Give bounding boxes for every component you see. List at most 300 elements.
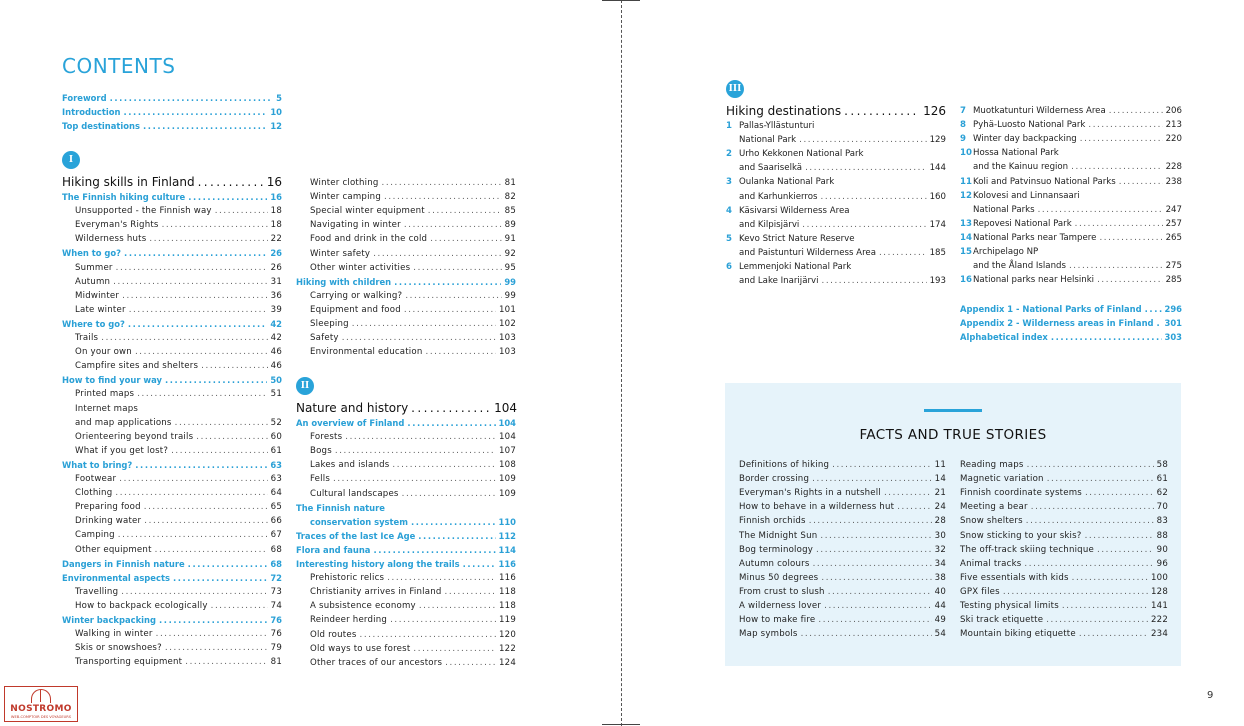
toc-entry-page: 74 bbox=[270, 600, 282, 611]
destination-entry[interactable] bbox=[973, 132, 1182, 146]
toc-item[interactable] bbox=[75, 641, 282, 655]
toc-section[interactable] bbox=[62, 458, 282, 472]
leader-dots bbox=[1071, 160, 1162, 174]
toc-item[interactable] bbox=[310, 317, 516, 331]
toc-entry-label: What to bring? bbox=[62, 459, 133, 470]
leader-dots bbox=[879, 246, 927, 260]
toc-item[interactable] bbox=[75, 486, 282, 500]
toc-entry-page: 213 bbox=[1165, 120, 1182, 131]
leader-dots bbox=[832, 458, 932, 472]
fact-entry[interactable] bbox=[739, 613, 946, 627]
toc-entry-label: Traces of the last Ice Age bbox=[296, 530, 416, 541]
leader-dots bbox=[373, 543, 495, 557]
book-gutter bbox=[620, 0, 624, 726]
toc-item[interactable] bbox=[75, 204, 282, 218]
destination-entry[interactable] bbox=[739, 161, 946, 175]
toc-item[interactable] bbox=[75, 303, 282, 317]
toc-entry-page: 185 bbox=[929, 247, 946, 258]
toc-item[interactable] bbox=[310, 444, 516, 458]
leader-dots bbox=[1027, 458, 1154, 472]
toc-item[interactable] bbox=[75, 528, 282, 542]
leader-dots bbox=[173, 571, 267, 585]
toc-entry-page: 70 bbox=[1156, 502, 1168, 513]
leader-dots bbox=[392, 458, 496, 472]
leader-dots bbox=[1038, 203, 1163, 217]
leader-dots bbox=[805, 161, 927, 175]
leader-dots bbox=[821, 571, 931, 585]
toc-entry-label: Meeting a bear bbox=[960, 502, 1028, 513]
toc-section[interactable] bbox=[296, 557, 516, 571]
toc-entry-page: 257 bbox=[1165, 218, 1182, 229]
toc-entry-page: 92 bbox=[504, 248, 516, 259]
leader-dots bbox=[113, 275, 267, 289]
destination-name[interactable]: Oulanka National Park bbox=[739, 177, 835, 188]
fact-entry[interactable] bbox=[960, 557, 1168, 571]
toc-entry-page: 119 bbox=[498, 615, 516, 626]
toc-entry-page: 220 bbox=[1165, 134, 1182, 145]
toc-item[interactable] bbox=[310, 571, 516, 585]
facts-title: FACTS AND TRUE STORIES bbox=[859, 427, 1047, 443]
leader-dots bbox=[387, 571, 496, 585]
destination-number: 5 bbox=[726, 233, 732, 244]
toc-entry-label: GPX files bbox=[960, 586, 1000, 597]
toc-entry-label: Finnish orchids bbox=[739, 516, 806, 527]
leader-dots bbox=[1046, 613, 1148, 627]
toc-entry-label: The Finnish nature bbox=[296, 502, 385, 513]
leader-dots bbox=[188, 190, 267, 204]
part-numeral-badge: III bbox=[726, 80, 744, 98]
toc-entry-label: Animal tracks bbox=[960, 558, 1022, 569]
toc-entry-label: Preparing food bbox=[75, 502, 141, 513]
leader-dots bbox=[128, 317, 267, 331]
leader-dots bbox=[384, 190, 502, 204]
toc-item[interactable] bbox=[310, 331, 516, 345]
leader-dots bbox=[1097, 273, 1163, 287]
toc-entry-page: 110 bbox=[498, 516, 516, 527]
appendix-entry[interactable] bbox=[960, 330, 1182, 344]
toc-item[interactable] bbox=[75, 599, 282, 613]
toc-entry-label: How to find your way bbox=[62, 375, 162, 386]
leader-dots bbox=[813, 557, 932, 571]
destination-entry[interactable] bbox=[973, 160, 1182, 174]
toc-entry-label: National Parks near Tampere bbox=[973, 232, 1097, 243]
leader-dots bbox=[390, 613, 496, 627]
toc-section[interactable] bbox=[296, 529, 516, 543]
fact-entry[interactable] bbox=[960, 627, 1168, 641]
toc-entry-label: Ski track etiquette bbox=[960, 615, 1044, 626]
toc-entry-label: Environmental aspects bbox=[62, 572, 170, 583]
leader-dots bbox=[821, 274, 926, 288]
toc-entry-label: Hiking with children bbox=[296, 276, 392, 287]
fact-entry[interactable] bbox=[739, 458, 946, 472]
toc-item[interactable] bbox=[310, 599, 516, 613]
toc-entry-page: 96 bbox=[1156, 558, 1168, 569]
toc-item[interactable] bbox=[75, 218, 282, 232]
toc-entry-page: 88 bbox=[1156, 530, 1168, 541]
toc-item[interactable] bbox=[310, 472, 516, 486]
destination-name[interactable]: Urho Kekkonen National Park bbox=[739, 149, 864, 160]
toc-entry-label: The Midnight Sun bbox=[739, 530, 818, 541]
toc-entry-label: National Park bbox=[739, 135, 797, 146]
toc-entry-page: 65 bbox=[270, 502, 282, 513]
leader-dots bbox=[407, 416, 495, 430]
toc-section[interactable] bbox=[62, 246, 282, 260]
leader-dots bbox=[156, 627, 268, 641]
toc-entry-page: 107 bbox=[498, 446, 516, 457]
toc-front-entry[interactable] bbox=[62, 119, 282, 133]
toc-entry-label: Hiking destinations bbox=[726, 104, 842, 118]
leader-dots bbox=[418, 529, 495, 543]
toc-entry-page: 103 bbox=[498, 333, 516, 344]
toc-entry-page: 141 bbox=[1150, 601, 1168, 611]
toc-entry-page: 206 bbox=[1165, 106, 1182, 116]
toc-entry-page: 296 bbox=[1164, 304, 1182, 314]
toc-entry-label: Old ways to use forest bbox=[310, 643, 411, 654]
fact-entry[interactable] bbox=[960, 472, 1168, 486]
toc-entry-page: 99 bbox=[504, 290, 516, 301]
toc-item[interactable] bbox=[310, 176, 516, 190]
leader-dots bbox=[1047, 472, 1154, 486]
toc-entry-page: 126 bbox=[923, 104, 946, 118]
toc-entry-page: 114 bbox=[498, 544, 516, 555]
destination-entry[interactable] bbox=[973, 203, 1182, 217]
leader-dots bbox=[812, 472, 932, 486]
fact-entry[interactable] bbox=[739, 514, 946, 528]
leader-dots bbox=[352, 317, 496, 331]
fact-entry[interactable] bbox=[739, 543, 946, 557]
toc-entry-page: 104 bbox=[498, 418, 516, 428]
leader-dots bbox=[144, 514, 267, 528]
leader-dots bbox=[413, 261, 501, 275]
toc-entry-label: Muotkatunturi Wilderness Area bbox=[973, 106, 1106, 116]
toc-entry-page: 38 bbox=[934, 572, 946, 583]
toc-entry-label: How to behave in a wilderness hut bbox=[739, 502, 895, 513]
toc-entry-page: 144 bbox=[929, 163, 946, 174]
toc-entry-page: 46 bbox=[270, 361, 282, 372]
toc-entry-page: 14 bbox=[934, 474, 946, 485]
leader-dots bbox=[382, 176, 502, 190]
toc-section[interactable] bbox=[62, 571, 282, 585]
toc-item[interactable] bbox=[310, 585, 516, 599]
leader-dots bbox=[809, 514, 932, 528]
toc-item[interactable] bbox=[310, 345, 516, 359]
destination-entry[interactable] bbox=[973, 118, 1182, 132]
toc-item[interactable] bbox=[310, 289, 516, 303]
toc-entry-label: Equipment and food bbox=[310, 304, 401, 315]
leader-dots bbox=[1119, 175, 1163, 189]
toc-section[interactable] bbox=[296, 416, 516, 430]
fact-entry[interactable] bbox=[739, 599, 946, 613]
toc-entry-page: 112 bbox=[498, 530, 516, 541]
leader-dots bbox=[426, 345, 496, 359]
leader-dots bbox=[897, 500, 931, 514]
toc-entry-page: 116 bbox=[498, 573, 516, 584]
destination-number: 16 bbox=[960, 275, 972, 286]
toc-item[interactable] bbox=[75, 627, 282, 641]
destination-entry[interactable] bbox=[739, 274, 946, 288]
toc-item[interactable] bbox=[75, 232, 282, 246]
toc-item[interactable] bbox=[75, 444, 282, 458]
fact-entry[interactable] bbox=[739, 529, 946, 543]
toc-item[interactable] bbox=[75, 585, 282, 599]
toc-item[interactable] bbox=[310, 642, 516, 656]
toc-entry-label: Winter backpacking bbox=[62, 615, 156, 625]
toc-item[interactable] bbox=[75, 289, 282, 303]
destination-name[interactable]: Lemmenjoki National Park bbox=[739, 262, 852, 272]
fact-entry[interactable] bbox=[960, 613, 1168, 627]
fact-entry[interactable] bbox=[739, 571, 946, 585]
toc-section[interactable] bbox=[296, 501, 516, 515]
leader-dots bbox=[1088, 118, 1162, 132]
toc-item[interactable] bbox=[310, 204, 516, 218]
toc-entry-page: 46 bbox=[270, 347, 282, 358]
toc-entry-label: Late winter bbox=[75, 304, 126, 315]
toc-section[interactable] bbox=[62, 373, 282, 387]
toc-item[interactable] bbox=[310, 430, 516, 444]
toc-item[interactable] bbox=[75, 416, 282, 430]
toc-item[interactable] bbox=[310, 247, 516, 261]
toc-entry-page: 82 bbox=[504, 192, 516, 203]
destination-number: 8 bbox=[960, 120, 966, 131]
toc-item[interactable] bbox=[75, 331, 282, 345]
destination-name[interactable]: Archipelago NP bbox=[973, 247, 1039, 257]
fact-entry[interactable] bbox=[960, 571, 1168, 585]
toc-entry-label: Everyman's Rights in a nutshell bbox=[739, 488, 881, 499]
destination-number: 14 bbox=[960, 232, 972, 243]
leader-dots bbox=[824, 599, 932, 613]
toc-entry-label: Lakes and islands bbox=[310, 460, 390, 471]
leader-dots bbox=[211, 599, 268, 613]
toc-item[interactable] bbox=[75, 261, 282, 275]
toc-item[interactable] bbox=[310, 458, 516, 472]
destination-entry[interactable] bbox=[973, 217, 1182, 231]
toc-entry-label: Other traces of our ancestors bbox=[310, 657, 443, 668]
toc-entry-page: 73 bbox=[270, 586, 282, 597]
fact-entry[interactable] bbox=[739, 557, 946, 571]
fact-entry[interactable] bbox=[739, 585, 946, 599]
leader-dots bbox=[124, 246, 267, 260]
toc-entry-page: 60 bbox=[270, 431, 282, 442]
toc-item[interactable] bbox=[75, 472, 282, 486]
toc-item[interactable] bbox=[75, 359, 282, 373]
toc-entry-page: 63 bbox=[270, 459, 282, 470]
toc-item[interactable] bbox=[310, 190, 516, 204]
toc-entry-page: 193 bbox=[929, 276, 946, 287]
destination-name[interactable]: Hossa National Park bbox=[973, 148, 1059, 159]
toc-item[interactable] bbox=[310, 487, 516, 501]
fact-entry[interactable] bbox=[739, 500, 946, 514]
toc-entry-page: 122 bbox=[498, 643, 516, 654]
toc-entry-page: 22 bbox=[270, 234, 282, 245]
toc-item[interactable] bbox=[75, 402, 282, 416]
destination-number: 4 bbox=[726, 205, 732, 216]
fact-entry[interactable] bbox=[960, 599, 1168, 613]
toc-entry-page: 247 bbox=[1165, 204, 1182, 215]
appendix-entry[interactable] bbox=[960, 302, 1182, 316]
destination-entry[interactable] bbox=[739, 246, 946, 260]
fact-entry[interactable] bbox=[960, 585, 1168, 599]
toc-entry-label: Printed maps bbox=[75, 389, 135, 400]
leader-dots bbox=[175, 416, 268, 430]
toc-entry-label: Testing physical limits bbox=[960, 601, 1059, 611]
toc-entry-page: 68 bbox=[270, 558, 282, 569]
fact-entry[interactable] bbox=[960, 514, 1168, 528]
destination-entry[interactable] bbox=[973, 273, 1182, 287]
toc-entry-label: An overview of Finland bbox=[296, 418, 405, 428]
toc-entry-page: 100 bbox=[1150, 572, 1168, 583]
toc-entry-label: Reading maps bbox=[960, 460, 1024, 470]
toc-entry-page: 12 bbox=[270, 121, 282, 132]
leader-dots bbox=[411, 400, 491, 416]
leader-dots bbox=[1026, 514, 1154, 528]
toc-item[interactable] bbox=[75, 275, 282, 289]
toc-item[interactable] bbox=[310, 303, 516, 317]
toc-item[interactable] bbox=[75, 543, 282, 557]
toc-item[interactable] bbox=[310, 218, 516, 232]
toc-entry-label: Minus 50 degrees bbox=[739, 572, 819, 583]
contents-title: CONTENTS bbox=[62, 54, 176, 78]
toc-entry-page: 109 bbox=[498, 488, 516, 499]
fact-entry[interactable] bbox=[739, 472, 946, 486]
leader-dots bbox=[162, 218, 268, 232]
toc-entry-label: How to make fire bbox=[739, 615, 816, 626]
toc-item[interactable] bbox=[75, 500, 282, 514]
toc-item[interactable] bbox=[310, 261, 516, 275]
toc-entry-label: Koli and Patvinsuo National Parks bbox=[973, 176, 1116, 187]
toc-entry-page: 67 bbox=[270, 530, 282, 541]
destination-entry[interactable] bbox=[973, 175, 1182, 189]
fact-entry[interactable] bbox=[960, 500, 1168, 514]
toc-section[interactable] bbox=[62, 557, 282, 571]
toc-entry-label: Other equipment bbox=[75, 544, 152, 555]
part3-heading[interactable] bbox=[726, 103, 946, 119]
toc-item[interactable] bbox=[75, 387, 282, 401]
toc-entry-label: Special winter equipment bbox=[310, 206, 425, 217]
destination-entry[interactable] bbox=[973, 104, 1182, 118]
leader-dots bbox=[137, 387, 267, 401]
destination-number: 6 bbox=[726, 262, 732, 272]
leader-dots bbox=[116, 261, 268, 275]
fact-entry[interactable] bbox=[960, 529, 1168, 543]
logo-name: NOSTROMO bbox=[10, 704, 72, 714]
destination-entry[interactable] bbox=[973, 231, 1182, 245]
toc-entry-page: 26 bbox=[270, 262, 282, 273]
toc-entry-label: Unsupported - the Finnish way bbox=[75, 206, 212, 217]
destination-name[interactable]: Käsivarsi Wilderness Area bbox=[739, 205, 850, 216]
leader-dots bbox=[1099, 231, 1162, 245]
toc-entry-label: Map symbols bbox=[739, 629, 798, 640]
toc-item[interactable] bbox=[310, 613, 516, 627]
toc-entry-label: Christianity arrives in Finland bbox=[310, 587, 442, 598]
toc-item[interactable] bbox=[75, 514, 282, 528]
leader-dots bbox=[1085, 529, 1154, 543]
toc-entry-label: Orienteering beyond trails bbox=[75, 431, 194, 442]
fact-entry[interactable] bbox=[960, 543, 1168, 557]
toc-entry-label: National parks near Helsinki bbox=[973, 275, 1095, 286]
destination-name[interactable]: Kevo Strict Nature Reserve bbox=[739, 233, 855, 244]
destination-entry[interactable] bbox=[973, 259, 1182, 273]
nostromo-logo bbox=[4, 686, 78, 722]
toc-section[interactable] bbox=[296, 275, 516, 289]
globe-icon bbox=[31, 689, 51, 703]
destination-name[interactable]: Kolovesi and Linnansaari bbox=[973, 190, 1080, 201]
fact-entry[interactable] bbox=[960, 486, 1168, 500]
toc-entry-label: Winter camping bbox=[310, 192, 381, 203]
destination-entry[interactable] bbox=[739, 190, 946, 204]
toc-entry-page: 95 bbox=[504, 262, 516, 273]
leader-dots bbox=[188, 557, 268, 571]
toc-front-entry[interactable] bbox=[62, 91, 282, 105]
leader-dots bbox=[884, 486, 932, 500]
destination-entry[interactable] bbox=[739, 133, 946, 147]
leader-dots bbox=[818, 613, 931, 627]
leader-dots bbox=[144, 500, 268, 514]
toc-entry-page: 10 bbox=[270, 107, 282, 118]
leader-dots bbox=[1069, 259, 1163, 273]
toc-section[interactable] bbox=[62, 317, 282, 331]
leader-dots bbox=[1024, 557, 1153, 571]
toc-entry-page: 31 bbox=[270, 276, 282, 287]
appendix-entry[interactable] bbox=[960, 316, 1182, 330]
toc-section[interactable] bbox=[62, 190, 282, 204]
toc-entry-label: and Karhunkierros bbox=[739, 191, 818, 202]
toc-section[interactable] bbox=[296, 543, 516, 557]
leader-dots bbox=[135, 458, 267, 472]
toc-entry-label: A wilderness lover bbox=[739, 601, 822, 611]
toc-item[interactable] bbox=[75, 430, 282, 444]
toc-entry-label: Transporting equipment bbox=[75, 657, 183, 668]
part2-heading[interactable] bbox=[296, 400, 517, 416]
fact-entry[interactable] bbox=[739, 486, 946, 500]
leader-dots bbox=[402, 487, 496, 501]
toc-section[interactable] bbox=[62, 613, 282, 627]
leader-dots bbox=[198, 174, 264, 190]
toc-section[interactable] bbox=[310, 515, 516, 529]
toc-item[interactable] bbox=[310, 232, 516, 246]
toc-entry-label: Campfire sites and shelters bbox=[75, 361, 199, 372]
toc-entry-page: 36 bbox=[270, 290, 282, 301]
leader-dots bbox=[185, 655, 267, 669]
leader-dots bbox=[345, 430, 496, 444]
leader-dots bbox=[1145, 302, 1162, 316]
destination-name[interactable]: Pallas-Yllästunturi bbox=[739, 121, 815, 131]
destination-entry[interactable] bbox=[739, 218, 946, 232]
leader-dots bbox=[430, 232, 501, 246]
leader-dots bbox=[135, 345, 268, 359]
toc-entry-label: Cultural landscapes bbox=[310, 488, 399, 499]
toc-entry-page: 18 bbox=[270, 220, 282, 231]
toc-entry-label: Foreword bbox=[62, 93, 107, 103]
toc-entry-page: 40 bbox=[934, 586, 946, 597]
toc-item[interactable] bbox=[75, 345, 282, 359]
leader-dots bbox=[115, 486, 267, 500]
fact-entry[interactable] bbox=[739, 627, 946, 641]
fact-entry[interactable] bbox=[960, 458, 1168, 472]
leader-dots bbox=[373, 247, 501, 261]
toc-entry-page: 68 bbox=[270, 544, 282, 555]
part1-heading[interactable] bbox=[62, 174, 282, 190]
toc-item[interactable] bbox=[75, 655, 282, 669]
toc-front-entry[interactable] bbox=[62, 105, 282, 119]
leader-dots bbox=[1003, 585, 1148, 599]
toc-entry-label: Where to go? bbox=[62, 318, 125, 329]
toc-item[interactable] bbox=[310, 656, 516, 670]
toc-item[interactable] bbox=[310, 628, 516, 642]
toc-entry-label: Walking in winter bbox=[75, 629, 153, 640]
toc-entry-page: 90 bbox=[1156, 544, 1168, 555]
leader-dots bbox=[101, 331, 267, 345]
toc-entry-page: 238 bbox=[1165, 176, 1182, 187]
